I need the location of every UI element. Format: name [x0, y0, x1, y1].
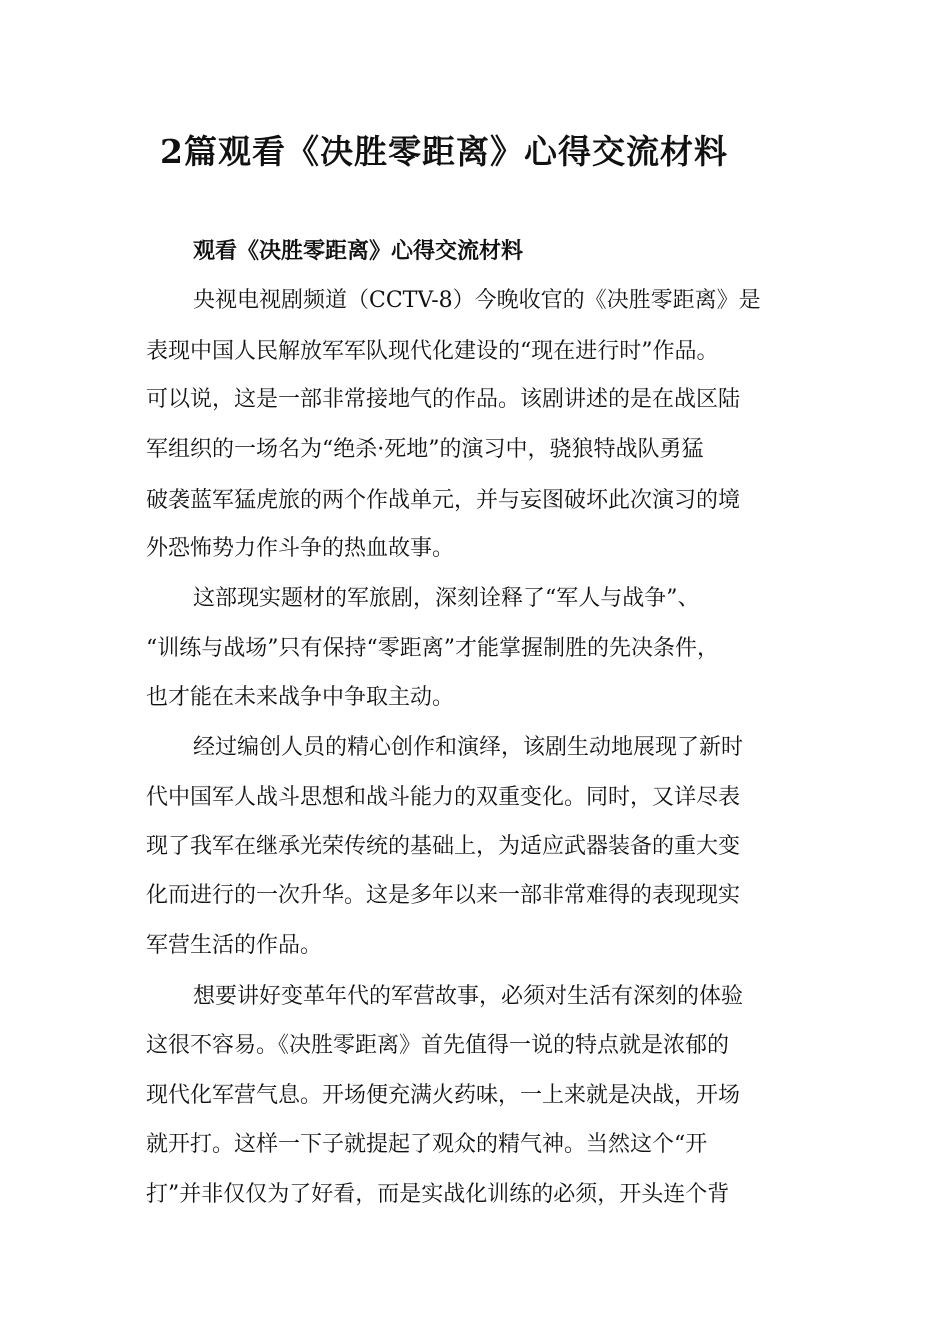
- body-line: 军组织的一场名为“绝杀·死地”的演习中，骁狼特战队勇猛: [146, 437, 704, 462]
- body-line: 想要讲好变革年代的军营故事，必须对生活有深刻的体验: [193, 984, 744, 1009]
- body-line: 现了我军在继承光荣传统的基础上，为适应武器装备的重大变: [146, 834, 741, 859]
- body-line: 就开打。这样一下子就提起了观众的精气神。当然这个“开: [146, 1132, 708, 1157]
- body-line: “训练与战场”只有保持“零距离”才能掌握制胜的先决条件，: [146, 636, 719, 661]
- body-line: 可以说，这是一部非常接地气的作品。该剧讲述的是在战区陆: [146, 387, 741, 412]
- section-heading: 观看《决胜零距离》心得交流材料: [193, 238, 524, 264]
- body-line: 打”并非仅仅为了好看，而是实战化训练的必须，开头连个背: [146, 1182, 730, 1207]
- body-line: 表现中国人民解放军军队现代化建设的“现在进行时”作品。: [146, 339, 719, 364]
- body-line: 化而进行的一次升华。这是多年以来一部非常难得的表现现实: [146, 883, 741, 908]
- body-line: 破袭蓝军猛虎旅的两个作战单元，并与妄图破坏此次演习的境: [146, 488, 741, 513]
- body-line: 这很不容易。《决胜零距离》首先值得一说的特点就是浓郁的: [146, 1033, 730, 1058]
- body-line: 外恐怖势力作斗争的热血故事。: [146, 536, 455, 561]
- body-line: 央视电视剧频道（CCTV-8）今晚收官的《决胜零距离》是: [193, 288, 761, 313]
- body-line: 经过编创人员的精心创作和演绎，该剧生动地展现了新时: [193, 735, 744, 760]
- body-line: 也才能在未来战争中争取主动。: [146, 685, 455, 710]
- body-line: 现代化军营气息。开场便充满火药味，一上来就是决战，开场: [146, 1083, 741, 1108]
- document-title: 2篇观看《决胜零距离》心得交流材料: [160, 132, 728, 171]
- body-line: 这部现实题材的军旅剧，深刻诠释了“军人与战争”、: [193, 586, 700, 611]
- body-line: 军营生活的作品。: [146, 933, 323, 958]
- body-line: 代中国军人战斗思想和战斗能力的双重变化。同时，又详尽表: [146, 785, 741, 810]
